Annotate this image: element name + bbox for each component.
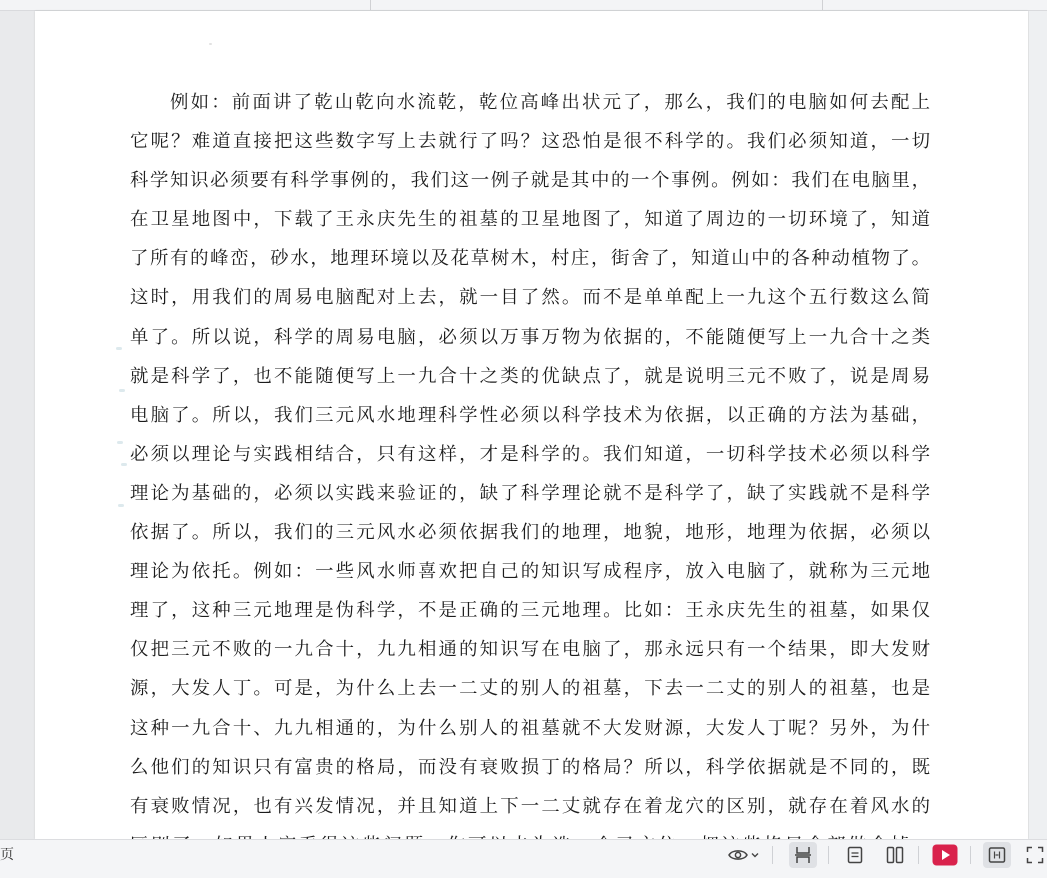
dual-page-icon: [886, 846, 904, 864]
text-line: 依据了。所以，我们的三元风水必须依据我们的地理，地貌，地形，地理为依据，必须以: [130, 522, 930, 544]
scan-artifact: [209, 43, 212, 45]
page-indicator: 页: [0, 847, 14, 863]
fit-width-button[interactable]: [983, 842, 1011, 868]
continuous-scroll-button[interactable]: [789, 842, 817, 868]
text-line: 理了，这种三元地理是伪科学，不是正确的三元地理。比如：王永庆先生的祖墓，如果仅: [130, 600, 930, 622]
text-line: 源，大发人丁。可是，为什么上去一二丈的别人的祖墓，下去一二丈的别人的祖墓，也是: [130, 678, 930, 700]
text-line: 就是科学了，也不能随便写上一九合十之类的优缺点了，就是说明三元不败了，说是周易: [130, 365, 930, 387]
text-line: 理论为依托。例如：一些风水师喜欢把自己的知识写成程序，放入电脑了，就称为三元地: [130, 561, 930, 583]
text-line: 这种一九合十、九九相通的，为什么别人的祖墓就不大发财源，大发人丁呢？另外，为什: [130, 717, 930, 739]
toolbar-divider: [370, 0, 371, 10]
fullscreen-button[interactable]: [1023, 842, 1047, 868]
document-page[interactable]: [35, 11, 1028, 839]
scan-artifact: [117, 441, 123, 444]
scan-artifact: [121, 463, 127, 466]
text-line: 单了。所以说，科学的周易电脑，必须以万事万物为依据的，不能随便写上一九合十之类: [130, 326, 930, 348]
text-line: 理论为基础的，必须以实践来验证的，缺了科学理论就不是科学了，缺了实践就不是科学: [130, 482, 930, 504]
slideshow-button[interactable]: [931, 842, 959, 868]
scan-artifact: [116, 347, 122, 350]
single-page-icon: [847, 846, 863, 864]
scan-artifact: [118, 504, 124, 507]
top-toolbar-edge: [0, 0, 1047, 11]
text-line: 了所有的峰峦，砂水，地理环境以及花草树木，村庄，街舍了，知道山中的各种动植物了。: [130, 248, 930, 270]
text-line: 它呢？难道直接把这些数字写上去就行了吗？这恐怕是很不科学的。我们必须知道，一切: [130, 131, 930, 153]
toolbar-divider: [822, 0, 823, 10]
continuous-scroll-icon: [794, 846, 812, 864]
dual-page-button[interactable]: [881, 842, 909, 868]
toolbar-divider: [970, 846, 971, 864]
text-line: 仅把三元不败的一九合十，九九相通的知识写在电脑了，那永远只有一个结果，即大发财: [130, 639, 930, 661]
text-line: 这时，用我们的周易电脑配对上去，就一目了然。而不是单单配上一九这个五行数这么简: [130, 287, 930, 309]
eye-icon: [728, 848, 748, 862]
text-line: 例如：前面讲了乾山乾向水流乾，乾位高峰出状元了，那么，我们的电脑如何去配上: [170, 92, 930, 113]
text-line: 么他们的知识只有富贵的格局，而没有衰败损丁的格局？所以，科学依据就是不同的，既: [130, 756, 930, 778]
chevron-down-icon: [751, 852, 759, 858]
text-line: 在卫星地图中，下载了王永庆先生的祖墓的卫星地图了，知道了周边的一切环境了，知道: [130, 209, 930, 231]
toolbar-divider: [772, 846, 773, 864]
single-page-button[interactable]: [841, 842, 869, 868]
fit-width-icon: [988, 846, 1006, 864]
view-mode-dropdown[interactable]: [724, 842, 762, 868]
text-line: 科学知识必须要有科学事例的，我们这一例子就是其中的一个事例。例如：我们在电脑里，: [130, 170, 930, 192]
document-text: [130, 83, 930, 865]
toolbar-divider: [918, 846, 919, 864]
scan-artifact: [119, 389, 125, 392]
status-bar: [0, 839, 1047, 878]
play-icon: [932, 844, 958, 866]
text-line: 有衰败情况，也有兴发情况，并且知道上下一二丈就存在着龙穴的区别，就存在着风水的: [130, 795, 930, 817]
text-line: 必须以理论与实践相结合，只有这样，才是科学的。我们知道，一切科学技术必须以科学: [130, 443, 930, 465]
fullscreen-icon: [1026, 846, 1044, 864]
text-line: 电脑了。所以，我们三元风水地理科学性必须以科学技术为依据，以正确的方法为基础，: [130, 404, 930, 426]
scroll-rail[interactable]: [1029, 11, 1047, 839]
toolbar-divider: [828, 846, 829, 864]
